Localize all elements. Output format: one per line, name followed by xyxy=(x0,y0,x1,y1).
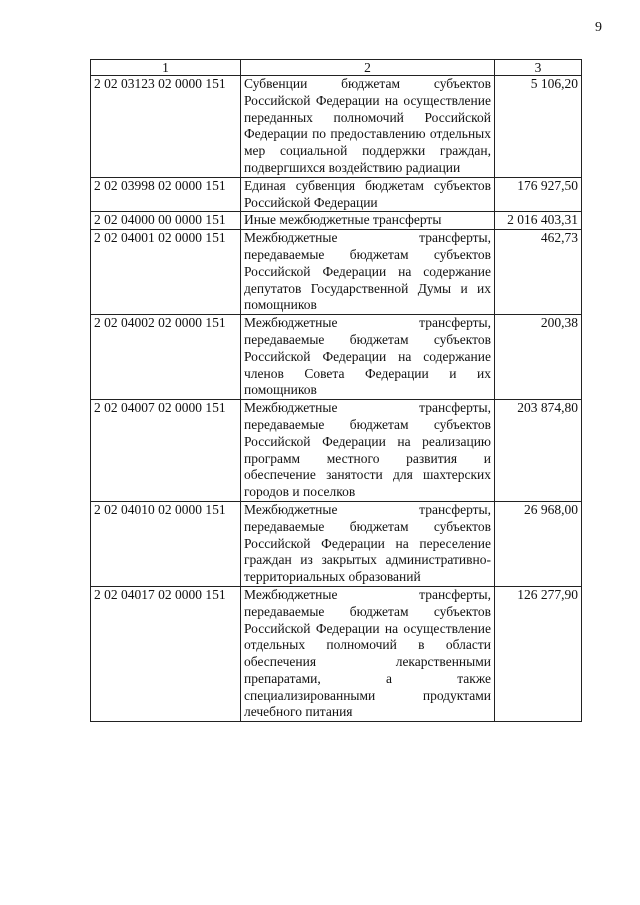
table-header-row xyxy=(91,60,582,76)
row-code: 2 02 04007 02 0000 151 xyxy=(91,400,241,502)
column-header-name: 2 xyxy=(241,60,495,76)
row-name: Субвенции бюджетам субъектов Российской Федерации на осуществление переданных полномочий Российской Федерации по предоставлению отдельных мер социальной поддержки граждан, подвергшихся воздействию радиации xyxy=(241,76,495,178)
table-row xyxy=(91,586,582,721)
row-code: 2 02 04001 02 0000 151 xyxy=(91,230,241,315)
row-name: Межбюджетные трансферты, передаваемые бюджетам субъектов Российской Федерации на содержание депутатов Государственной Думы и их помощников xyxy=(241,230,495,315)
row-name: Межбюджетные трансферты, передаваемые бюджетам субъектов Российской Федерации на осуществление отдельных полномочий в области обеспечения лекарственными препаратами, а также специализированными продуктами лечебного питания xyxy=(241,586,495,721)
row-amount: 462,73 xyxy=(495,230,582,315)
row-amount: 203 874,80 xyxy=(495,400,582,502)
row-code: 2 02 04002 02 0000 151 xyxy=(91,315,241,400)
column-header-code: 1 xyxy=(91,60,241,76)
row-amount: 126 277,90 xyxy=(495,586,582,721)
row-amount: 26 968,00 xyxy=(495,501,582,586)
row-code: 2 02 04017 02 0000 151 xyxy=(91,586,241,721)
row-amount: 2 016 403,31 xyxy=(495,212,582,230)
row-code: 2 02 03998 02 0000 151 xyxy=(91,177,241,212)
table-row xyxy=(91,400,582,502)
row-name: Единая субвенция бюджетам субъектов Российской Федерации xyxy=(241,177,495,212)
table-row xyxy=(91,177,582,212)
page-number: 9 xyxy=(595,20,602,35)
row-name: Межбюджетные трансферты, передаваемые бюджетам субъектов Российской Федерации на содержание членов Совета Федерации и их помощников xyxy=(241,315,495,400)
row-amount: 5 106,20 xyxy=(495,76,582,178)
row-name: Межбюджетные трансферты, передаваемые бюджетам субъектов Российской Федерации на реализацию программ местного развития и обеспечение занятости для шахтерских городов и поселков xyxy=(241,400,495,502)
row-code: 2 02 03123 02 0000 151 xyxy=(91,76,241,178)
table-row xyxy=(91,315,582,400)
row-amount: 200,38 xyxy=(495,315,582,400)
row-code: 2 02 04000 00 0000 151 xyxy=(91,212,241,230)
budget-table xyxy=(90,59,582,722)
table-row xyxy=(91,212,582,230)
row-name: Межбюджетные трансферты, передаваемые бюджетам субъектов Российской Федерации на переселение граждан из закрытых административно-территориальных образований xyxy=(241,501,495,586)
table-row xyxy=(91,230,582,315)
table-row xyxy=(91,76,582,178)
table-row xyxy=(91,501,582,586)
column-header-amount: 3 xyxy=(495,60,582,76)
row-amount: 176 927,50 xyxy=(495,177,582,212)
row-code: 2 02 04010 02 0000 151 xyxy=(91,501,241,586)
row-name: Иные межбюджетные трансферты xyxy=(241,212,495,230)
